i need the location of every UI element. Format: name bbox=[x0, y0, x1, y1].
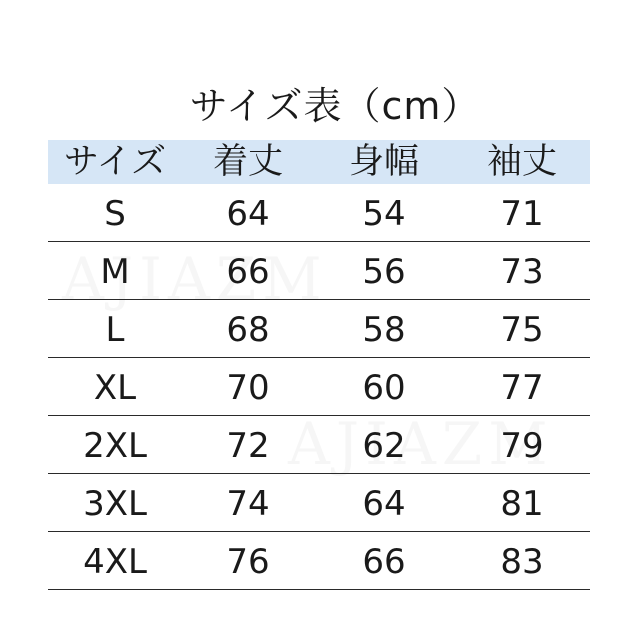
size-table bbox=[48, 140, 590, 590]
cell-width: 64 bbox=[314, 474, 454, 532]
cell-size: L bbox=[48, 300, 182, 358]
cell-length: 70 bbox=[182, 358, 314, 416]
table-row bbox=[48, 474, 590, 532]
header-length: 着丈 bbox=[182, 140, 314, 184]
header-width: 身幅 bbox=[314, 140, 454, 184]
cell-width: 66 bbox=[314, 532, 454, 590]
cell-sleeve: 71 bbox=[454, 184, 590, 242]
cell-sleeve: 81 bbox=[454, 474, 590, 532]
table-header-row bbox=[48, 140, 590, 184]
cell-length: 72 bbox=[182, 416, 314, 474]
cell-size: S bbox=[48, 184, 182, 242]
header-size: サイズ bbox=[48, 140, 182, 184]
table-row bbox=[48, 242, 590, 300]
cell-length: 76 bbox=[182, 532, 314, 590]
cell-length: 74 bbox=[182, 474, 314, 532]
cell-size: M bbox=[48, 242, 182, 300]
cell-length: 68 bbox=[182, 300, 314, 358]
cell-size: XL bbox=[48, 358, 182, 416]
table-row bbox=[48, 416, 590, 474]
table-row bbox=[48, 358, 590, 416]
cell-width: 62 bbox=[314, 416, 454, 474]
cell-sleeve: 75 bbox=[454, 300, 590, 358]
cell-sleeve: 83 bbox=[454, 532, 590, 590]
header-sleeve: 袖丈 bbox=[454, 140, 590, 184]
cell-sleeve: 79 bbox=[454, 416, 590, 474]
cell-size: 2XL bbox=[48, 416, 182, 474]
cell-sleeve: 73 bbox=[454, 242, 590, 300]
cell-size: 3XL bbox=[48, 474, 182, 532]
cell-width: 58 bbox=[314, 300, 454, 358]
cell-sleeve: 77 bbox=[454, 358, 590, 416]
cell-width: 60 bbox=[314, 358, 454, 416]
table-row bbox=[48, 300, 590, 358]
cell-length: 66 bbox=[182, 242, 314, 300]
cell-width: 56 bbox=[314, 242, 454, 300]
table-row bbox=[48, 184, 590, 242]
table-row bbox=[48, 532, 590, 590]
cell-size: 4XL bbox=[48, 532, 182, 590]
page-title: サイズ表（cm） bbox=[189, 84, 481, 128]
cell-length: 64 bbox=[182, 184, 314, 242]
cell-width: 54 bbox=[314, 184, 454, 242]
